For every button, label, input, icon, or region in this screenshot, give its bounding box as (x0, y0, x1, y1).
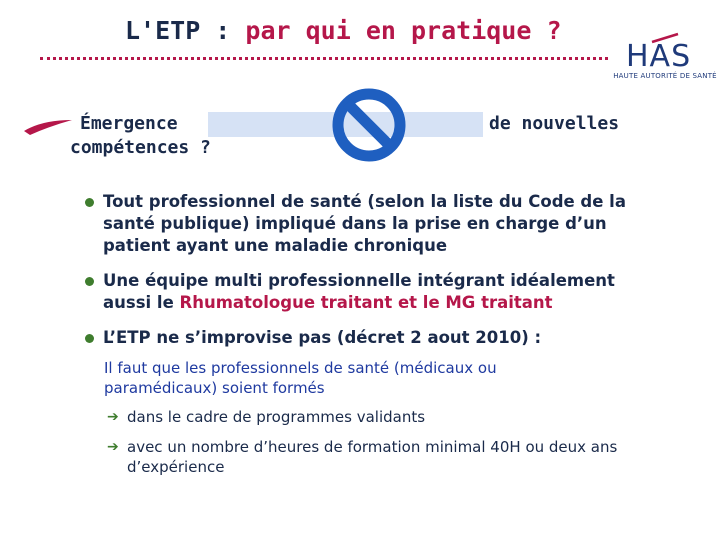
logo-subtitle: HAUTE AUTORITÉ DE SANTÉ (613, 72, 717, 80)
bullet-dot-icon (85, 334, 94, 343)
arrow-item-text: dans le cadre de programmes validants (127, 408, 426, 426)
bullet-text (103, 270, 658, 314)
bullet-highlight: Rhumatologue traitant et le MG traitant (179, 293, 553, 312)
arrow-right-icon: ➔ (107, 439, 119, 455)
bullet-text: L’ETP ne s’improvise pas (décret 2 aout 2010) : (103, 328, 542, 347)
page-title (125, 16, 562, 45)
bullet-text-start: Une équipe multi professionnelle intégrant idéalement aussi le (103, 271, 615, 312)
detail-intro: Il faut que les professionnels de santé (médicaux ou paramédicaux) soient formés (104, 359, 497, 397)
title-accent: par qui en pratique ? (245, 16, 562, 45)
question-line1-end: de nouvelles (489, 113, 620, 134)
question-line2: compétences ? (70, 137, 211, 158)
arrow-right-icon: ➔ (107, 409, 119, 425)
title-prefix: L'ETP : (125, 16, 246, 45)
swoosh-icon (22, 116, 74, 138)
question-line1-start: Émergence (80, 113, 178, 134)
bullet-text: Tout professionnel de santé (selon la liste du Code de la santé publique) impliqué dans la prise en charge d’un patient ayant une maladie chronique (103, 192, 626, 255)
no-entry-icon (330, 86, 408, 164)
logo-mark: HAS (626, 39, 692, 74)
bullet-dot-icon (85, 198, 94, 207)
arrow-item-text: avec un nombre d’heures de formation minimal 40H ou deux ans d’expérience (127, 438, 618, 476)
title-divider (40, 57, 608, 60)
bullet-dot-icon (85, 277, 94, 286)
